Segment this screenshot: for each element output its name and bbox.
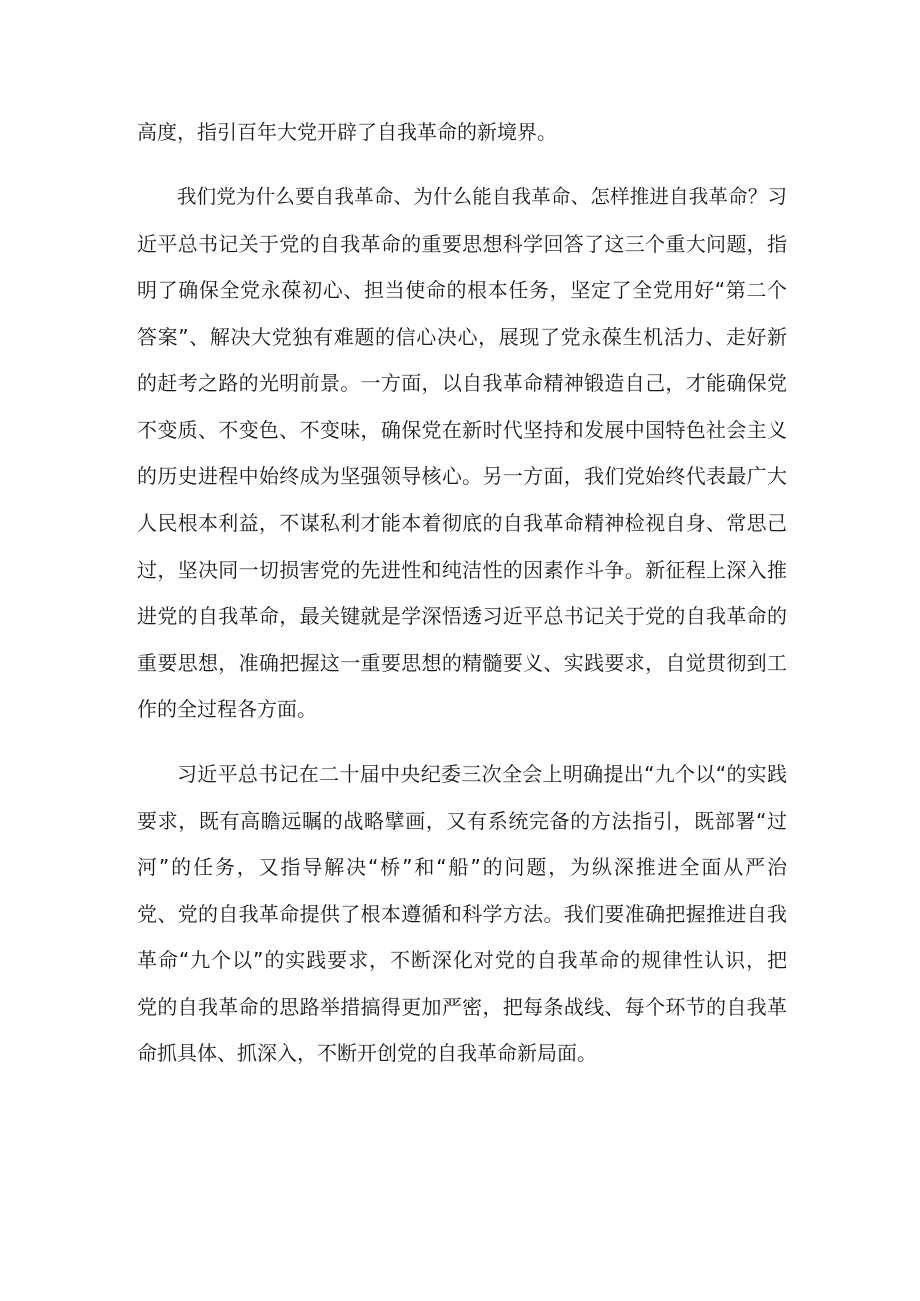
text-line: 命抓具体、抓深入，不断开创党的自我革命新局面。 [137, 1041, 597, 1065]
text-line: 过，坚决同一切损害党的先进性和纯洁性的因素作斗争。新征程上深入推 [137, 558, 787, 582]
text-line: 近平总书记关于党的自我革命的重要思想科学回答了这三个重大问题，指 [137, 232, 787, 256]
text-line: 河”的任务，又指导解决“桥”和“船”的问题，为纵深推进全面从严治 [137, 855, 787, 879]
text-line: 人民根本利益，不谋私利才能本着彻底的自我革命精神检视自身、常思己 [137, 511, 787, 535]
text-line: 进党的自我革命，最关键就是学深悟透习近平总书记关于党的自我革命的 [137, 604, 787, 628]
text-line: 不变质、不变色、不变味，确保党在新时代坚持和发展中国特色社会主义 [137, 418, 787, 442]
text-line: 要求，既有高瞻远瞩的战略擘画，又有系统完备的方法指引，既部署“过 [137, 809, 787, 833]
text-line: 的历史进程中始终成为坚强领导核心。另一方面，我们党始终代表最广大 [137, 464, 787, 488]
text-line: 我们党为什么要自我革命、为什么能自我革命、怎样推进自我革命？习 [177, 185, 787, 208]
text-line: 明了确保全党永葆初心、担当使命的根本任务，坚定了全党用好“第二个 [137, 278, 787, 302]
text-line: 高度，指引百年大党开辟了自我革命的新境界。 [137, 120, 557, 144]
text-line: 习近平总书记在二十届中央纪委三次全会上明确提出“九个以“的实践 [177, 762, 787, 786]
text-line: 革命“九个以”的实践要求，不断深化对党的自我革命的规律性认识，把 [137, 948, 787, 972]
text-line: 作的全过程各方面。 [137, 697, 317, 721]
text-line: 重要思想，准确把握这一重要思想的精髓要义、实践要求，自觉贯彻到工 [137, 651, 787, 675]
text-line: 的赶考之路的光明前景。一方面，以自我革命精神锻造自己，才能确保党 [137, 371, 787, 395]
text-line: 答案”、解决大党独有难题的信心决心，展现了党永葆生机活力、走好新 [137, 325, 787, 349]
text-line: 党、党的自我革命提供了根本遵循和科学方法。我们要准确把握推进自我 [137, 902, 787, 926]
text-line: 党的自我革命的思路举措搞得更加严密，把每条战线、每个环节的自我革 [137, 995, 787, 1019]
